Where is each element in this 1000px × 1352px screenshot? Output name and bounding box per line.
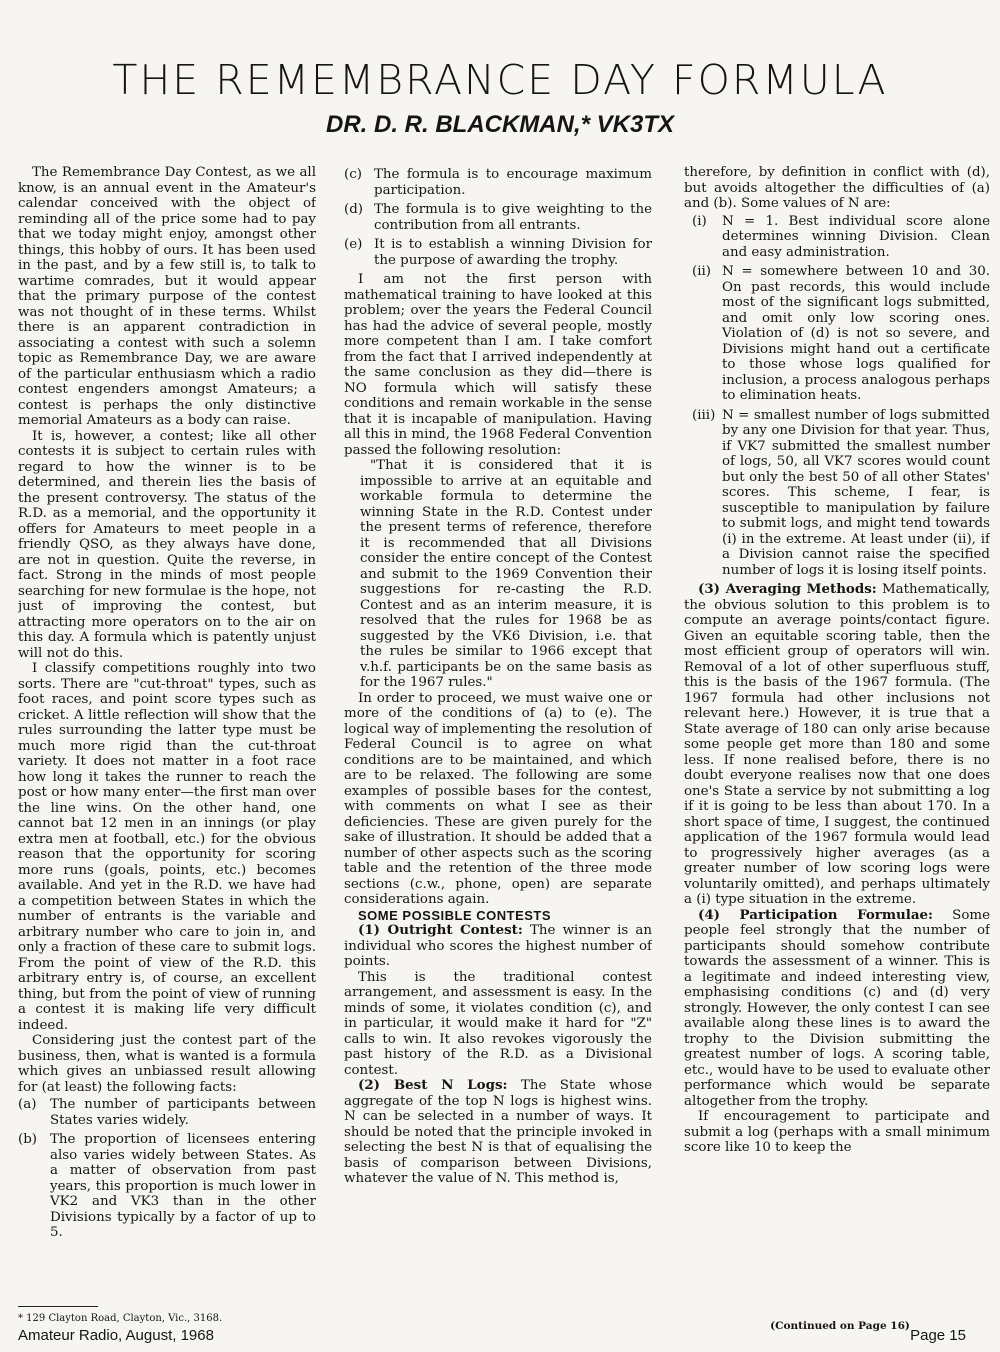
list-item <box>344 167 652 198</box>
paragraph: In order to proceed, we must waive one or more of the conditions of (a) to (e). The logical way of implementing the resolution of Federal Council is to agree on what conditions are to be maintained, and which are to be relaxed. The following are some examples of possible bases for the contest, with comments on what I see as their deficiencies. These are given purely for the sake of illustration. It should be added that a number of other aspects such as the scoring table and the retention of the three mode sections (c.w., phone, open) are separate considerations again. <box>344 690 652 907</box>
footnote-rule <box>18 1306 98 1307</box>
author-byline: DR. D. R. BLACKMAN,* VK3TX <box>325 111 674 138</box>
text-column-2 <box>344 165 652 1305</box>
list-item-text: The formula is to encourage maximum participation. <box>374 167 652 198</box>
paragraph: It is, however, a contest; like all other contests it is subject to certain rules with regard to how the winner is to be determined, and therein lies the basis of the present controversy. The status of the R.D. as a memorial, and the opportunity it offers for Amateurs to meet people in a friendly QSO, as they always have done, are not in question. Quite the reverse, in fact. Strong in the minds of most people searching for new formulae is the hope, not just of improving the contest, but attracting more operators on to the air on this day. A formula which is patently unjust will not do this. <box>18 428 316 661</box>
paragraph-text: Some people feel strongly that the number of participants should somehow contribute towards the assessment of a winner. This is a legitimate and indeed interesting view, emphasising conditions (c) and (d) very strongly. However, the only contest I can see available along these lines is to award the trophy to the Division submitting the greatest number of logs. A scoring table, etc., would have to be used to evaluate other performance which would be separate altogether from the trophy. <box>684 907 990 1109</box>
list-item-label: (i) <box>692 213 707 229</box>
paragraph: If encouragement to participate and submit a log (perhaps with a small minimum score like 10 to keep the <box>684 1109 990 1155</box>
facts-list <box>18 1097 316 1241</box>
list-item-label: (d) <box>344 202 364 217</box>
list-item-text: N = 1. Best individual score alone determines winning Division. Clean and easy administration. <box>722 213 990 260</box>
paragraph-text: Mathematically, the obvious solution to this problem is to compute an average points/contact figure. Given an equitable scoring table, then the most efficient group of operators will win. Removal of a lot of other superfluous stuff, this is the basis of the 1967 formula. (The 1967 formula had other inclusions not relevant here.) However, it is true that a State average of 180 can only arise because some people get more than 180 and some less. If none realised before, there is no doubt everyone realises now that one does one's State a service by not submitting a log if it is going to be less than about 170. In a short space of time, I suggest, the continued application of the 1967 formula would lead to progressively higher averages (as a greater number of low scoring logs were voluntarily omitted), and perhaps ultimately a (i) type situation in the extreme. <box>684 582 990 907</box>
list-item-text: It is to establish a winning Division for the purpose of awarding the trophy. <box>374 237 652 268</box>
list-item-label: (e) <box>344 237 363 252</box>
article-title: THE REMEMBRANCE DAY FORMULA <box>112 56 888 104</box>
paragraph <box>684 908 990 1110</box>
paragraph: therefore, by definition in conflict with (d), but avoids altogether the difficulties of (a) and (b). Some values of N are: <box>684 165 990 211</box>
paragraph-text: The State whose aggregate of the top N logs is highest wins. N can be selected in a number of ways. It should be noted that the principle invoked in selecting the best N is that of equalising the basis of comparison between Divisions, whatever the value of N. This method is, <box>344 1078 652 1186</box>
text-column-3 <box>684 165 990 1305</box>
paragraph: The Remembrance Day Contest, as we all know, is an annual event in the Amateur's calendar conceived with the object of reminding all of the price some had to pay that we today might enjoy, amongst other things, this hobby of ours. It has been used in the past, and by a few still is, to talk to wartime comrades, but it would appear that the primary purpose of the contest was not thought of in these terms. Whilst there is an apparent contradiction in associating a contest with such a solemn topic as Remembrance Day, we are aware of the particular enthusiasm which a radio contest engenders amongst Amateurs; a contest is perhaps the only distinctive memorial Amateurs as a body can raise. <box>18 165 316 428</box>
list-item-text: N = somewhere between 10 and 30. On past records, this would include most of the significant logs submitted, and omit only low scoring ones. Violation of (d) is not so severe, and Divisions might hand out a certificate to those whose logs qualified for inclusion, a process analogous perhaps to elimination heats. <box>722 264 990 403</box>
list-item <box>692 214 990 261</box>
page-number: Page 15 <box>910 1327 966 1344</box>
run-in-heading: (4) Participation Formulae: <box>698 906 933 923</box>
paragraph: This is the traditional contest arrangement, and assessment is easy. In the minds of some, it violates condition (c), and in particular, it would make it hard for "Z" calls to win. It also revokes vigorously the past history of the R.D. as a Divisional contest. <box>344 969 652 1078</box>
paragraph-text: The winner is an individual who scores the highest number of points. <box>344 923 652 969</box>
list-item-label: (ii) <box>692 264 712 279</box>
conditions-list <box>344 167 652 268</box>
list-item <box>344 202 652 233</box>
resolution-quote <box>344 458 652 691</box>
run-in-heading: (2) Best N Logs: <box>358 1077 508 1093</box>
list-item-text: The formula is to give weighting to the contribution from all entrants. <box>374 202 652 233</box>
values-of-n-list <box>684 214 990 579</box>
author-footnote: * 129 Clayton Road, Clayton, Vic., 3168. <box>18 1313 223 1324</box>
paragraph: I am not the first person with mathematical training to have looked at this problem; over the years the Federal Council has had the advice of several people, mostly more competent than I am. I take comfort from the fact that I arrived independently at the same conclusion as they did—there is NO formula which will satisfy these conditions and remain workable in the sense that it is incapable of manipulation. Having all this in mind, the 1968 Federal Convention passed the following resolution: <box>344 272 652 458</box>
list-item-label: (iii) <box>692 407 716 423</box>
run-in-heading: (1) Outright Contest: <box>358 922 523 938</box>
paragraph <box>684 582 990 908</box>
list-item-label: (c) <box>344 167 362 182</box>
list-item <box>18 1097 316 1128</box>
list-item-text: N = smallest number of logs submitted by any one Division for that year. Thus, if VK7 submitted the smallest number of logs, 50, all VK7 scores would count but only the best 50 of all other States' scores. This scheme, I fear, is susceptible to manipulation by failure to submit logs, and might tend towards (i) in the extreme. At least under (ii), if a Division cannot raise the specified number of logs it is losing itself points. <box>722 407 990 578</box>
continued-note: (Continued on Page 16) <box>770 1320 910 1332</box>
list-item-label: (b) <box>18 1132 38 1147</box>
list-item-text: The proportion of licensees entering also varies widely between States. As a matter of observation from past years, this proportion is much lower in VK2 and VK3 than in the other Divisions typically by a factor of up to 5. <box>50 1132 316 1240</box>
list-item <box>692 264 990 404</box>
list-item <box>692 408 990 579</box>
publication-footer: Amateur Radio, August, 1968 <box>18 1327 214 1344</box>
list-item <box>344 237 652 268</box>
list-item <box>18 1132 316 1241</box>
paragraph: I classify competitions roughly into two sorts. There are "cut-throat" types, such as foot races, and point score types such as cricket. A little reflection will show that the rules surrounding the latter type must be much more rigid than the cut-throat variety. It does not matter in a foot race how long it takes the runner to reach the post or how many enter—the first man over the line wins. On the other hand, one cannot bat 12 men in an innings (or play extra men at football, etc.) for the obvious reason that the opportunity for scoring more runs (goals, points, etc.) becomes available. And yet in the R.D. we have had a competition between States in which the number of entrants is the variable and arbitrary number who care to join in, and only a fraction of these care to submit logs. From the point of view of the R.D. this arbitrary entry is, of course, an excellent thing, but from the point of view of running a contest it is making life very difficult indeed. <box>18 661 316 1033</box>
section-heading: SOME POSSIBLE CONTESTS <box>358 907 552 923</box>
run-in-heading: (3) Averaging Methods: <box>698 581 877 597</box>
text-column-1 <box>18 165 316 1305</box>
paragraph <box>344 923 652 970</box>
paragraph: Considering just the contest part of the business, then, what is wanted is a formula which gives an unbiassed result allowing for (at least) the following facts: <box>18 1033 316 1095</box>
list-item-text: The number of participants between States varies widely. <box>50 1097 316 1128</box>
list-item-label: (a) <box>18 1097 37 1112</box>
quote-text: "That it is considered that it is impossible to arrive at an equitable and workable formula to determine the winning State in the R.D. Contest under the present terms of reference, therefore it is recommended that all Divisions consider the entire concept of the Contest and submit to the 1969 Convention their suggestions for re-casting the R.D. Contest and as an interim measure, it is resolved that the rules for 1968 be as suggested by the VK6 Division, i.e. that the rules be similar to 1966 except that v.h.f. participants be on the same basis as for the 1967 rules." <box>360 458 652 690</box>
paragraph <box>344 1078 652 1187</box>
